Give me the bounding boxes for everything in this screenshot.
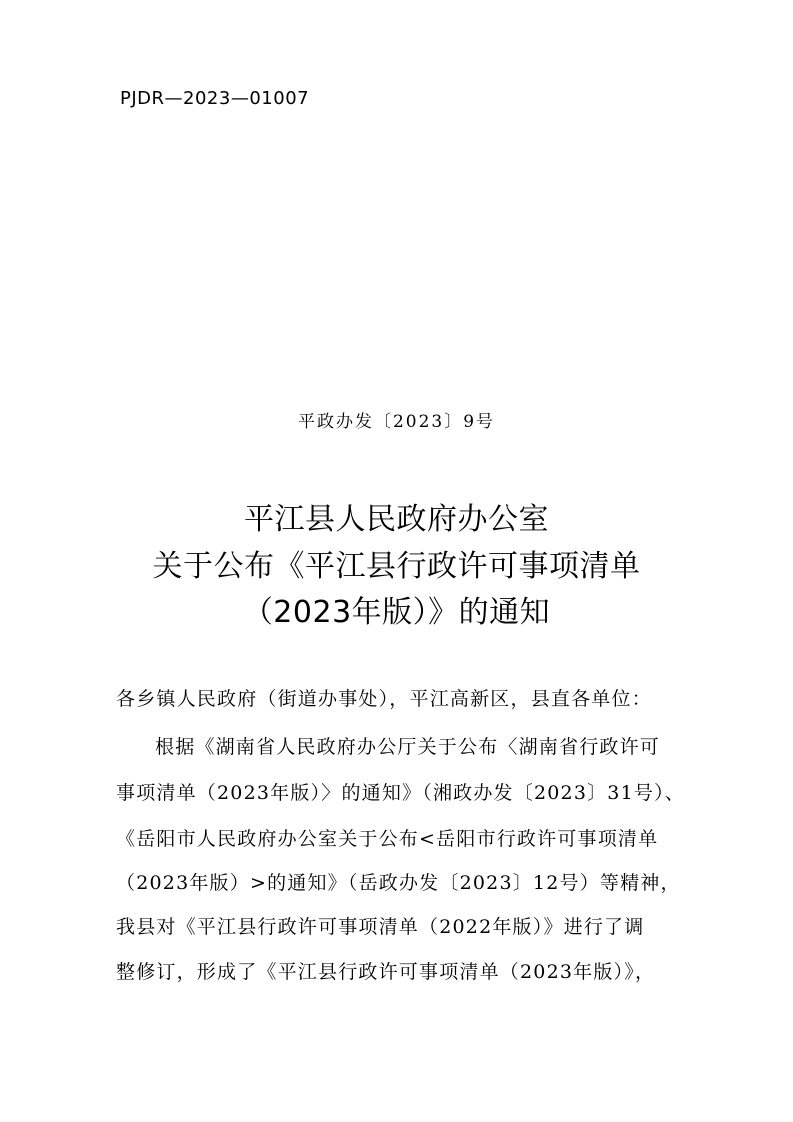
title-line-2: 关于公布《平江县行政许可事项清单 [152, 549, 641, 584]
body-line: 我县对《平江县行政许可事项清单（2022年版）》进行了调 [116, 916, 645, 938]
issue-number: 平政办发〔2023〕9号 [297, 412, 496, 432]
addressee-line: 各乡镇人民政府（街道办事处），平江高新区，县直各单位： [116, 688, 652, 710]
body-line: 《岳阳市人民政府办公室关于公布<岳阳市行政许可事项清单 [116, 828, 659, 850]
body-line: 根据《湖南省人民政府办公厅关于公布〈湖南省行政许可 [155, 736, 661, 758]
body-line: 事项清单（2023年版）〉的通知》（湘政办发〔2023〕31号）、 [116, 782, 685, 804]
title-line-1: 平江县人民政府办公室 [244, 502, 549, 537]
document-code: PJDR—2023—01007 [120, 88, 310, 109]
body-line: 整修订，形成了《平江县行政许可事项清单（2023年版）》， [116, 961, 656, 983]
body-line: （2023年版）>的通知》（岳政办发〔2023〕12号）等精神， [116, 872, 681, 894]
title-line-3: （2023年版）》的通知 [242, 595, 551, 630]
